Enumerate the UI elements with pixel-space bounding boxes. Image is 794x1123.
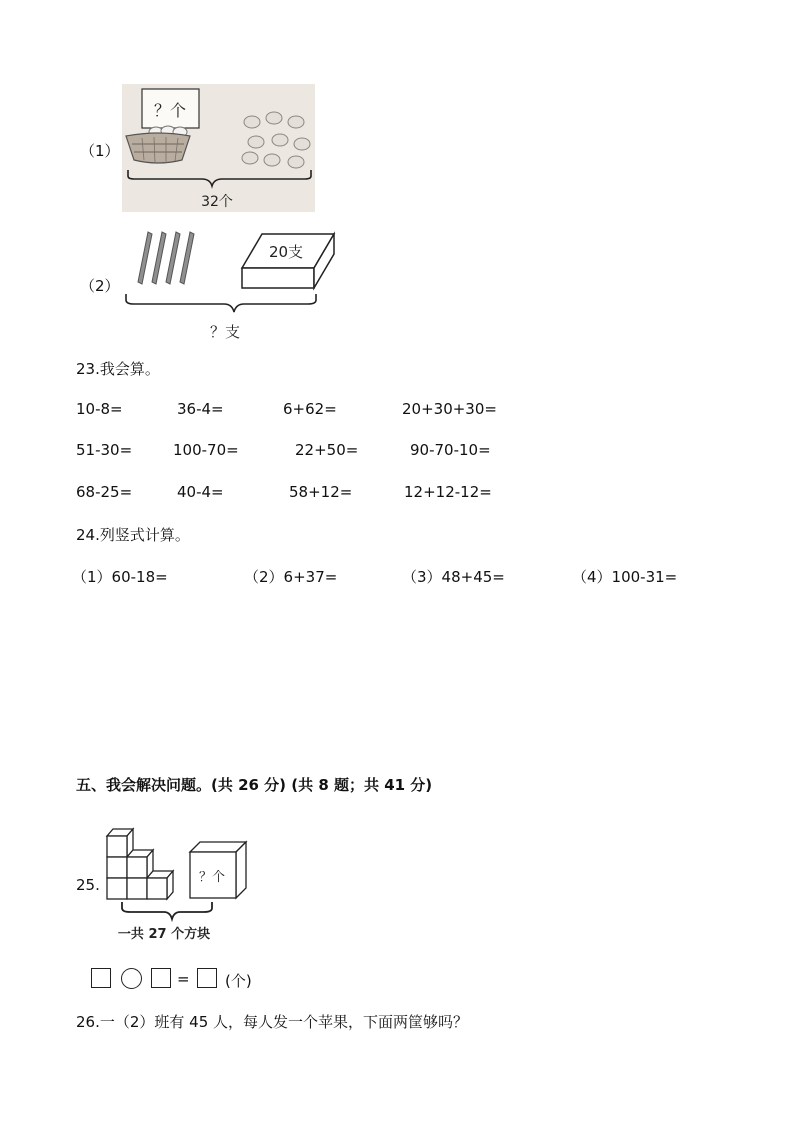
answer-box[interactable] — [151, 968, 171, 988]
unit-label: (个) — [225, 972, 252, 990]
basket-peaches-figure — [122, 84, 315, 212]
cubes-figure — [100, 826, 250, 944]
cubes-caption: 一共 27 个方块 — [117, 927, 211, 942]
q23-title: 23.我会算。 — [76, 360, 160, 378]
q25-number: 25. — [76, 876, 100, 894]
peaches-icon — [242, 112, 310, 168]
q23-item: 90-70-10= — [410, 441, 491, 459]
q23-item: 6+62= — [283, 400, 337, 418]
total-label: 32个 — [201, 194, 233, 210]
q24-item: （1）60-18= — [72, 568, 168, 586]
total-label: ？支 — [209, 323, 241, 341]
q26-text: 26.一（2）班有 45 人，每人发一个苹果，下面两筐够吗？ — [76, 1013, 469, 1031]
part1-label: （1） — [80, 142, 120, 160]
cube-label: ？个 — [198, 870, 226, 885]
brace — [122, 902, 212, 919]
q23-item: 22+50= — [295, 441, 359, 459]
pencils-icon — [138, 232, 194, 284]
q23-item: 40-4= — [177, 483, 224, 501]
q24-item: （4）100-31= — [572, 568, 678, 586]
q23-item: 68-25= — [76, 483, 133, 501]
q23-item: 10-8= — [76, 400, 123, 418]
operator-circle[interactable] — [121, 968, 142, 989]
pencils-box-figure — [120, 224, 344, 344]
q23-item: 20+30+30= — [402, 400, 497, 418]
q24-item: （3）48+45= — [402, 568, 505, 586]
basket-icon — [126, 133, 190, 163]
q23-item: 36-4= — [177, 400, 224, 418]
q23-item: 100-70= — [173, 441, 239, 459]
brace — [126, 294, 316, 312]
box-label: 20支 — [268, 243, 304, 261]
part2-label: （2） — [80, 277, 120, 295]
q24-title: 24.列竖式计算。 — [76, 526, 190, 544]
section-title: 五、我会解决问题。(共 26 分) (共 8 题；共 41 分) — [76, 776, 433, 794]
equals-sign: = — [177, 970, 190, 988]
answer-box[interactable] — [197, 968, 217, 988]
basket-sign-text: ？个 — [153, 101, 187, 120]
q23-item: 51-30= — [76, 441, 133, 459]
q24-item: （2）6+37= — [244, 568, 338, 586]
q23-item: 12+12-12= — [404, 483, 492, 501]
stacked-cubes-icon — [107, 829, 173, 899]
q23-item: 58+12= — [289, 483, 353, 501]
answer-box[interactable] — [91, 968, 111, 988]
